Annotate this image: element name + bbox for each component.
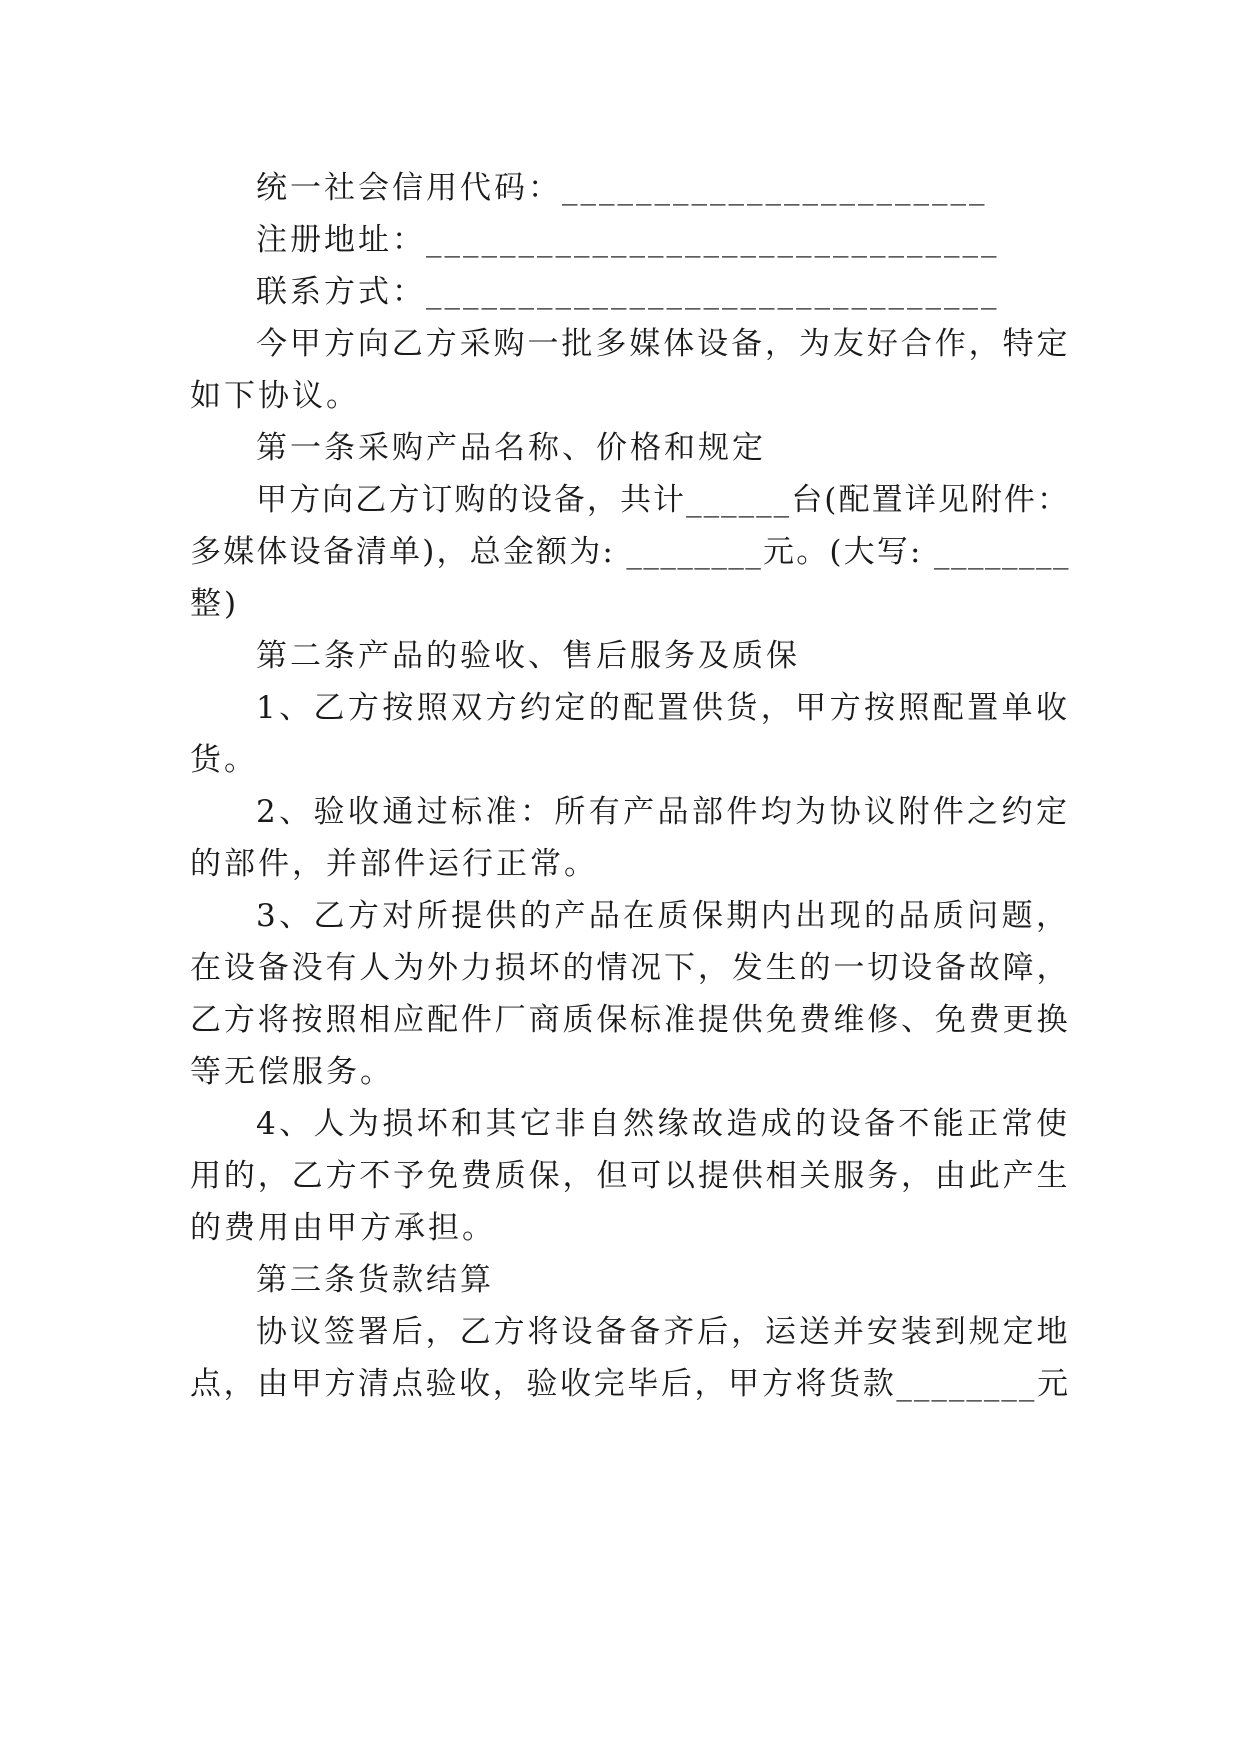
article-1-text-line-2: 多媒体设备清单)，总金额为: ________元。(大写: ________ <box>190 534 1070 570</box>
article-3-heading: 第三条货款结算 <box>256 1262 494 1298</box>
credit-code-line: 统一社会信用代码：_______________________ <box>256 170 988 206</box>
clause-1-line-2: 货。 <box>190 742 258 778</box>
article-1-text-line-1: 甲方向乙方订购的设备，共计______台(配置详见附件： <box>256 482 1070 518</box>
article-2-heading: 第二条产品的验收、售后服务及质保 <box>256 638 800 674</box>
clause-1-line-1: 1、乙方按照双方约定的配置供货，甲方按照配置单收 <box>256 690 1070 726</box>
clause-4-line-1: 4、人为损坏和其它非自然缘故造成的设备不能正常使 <box>256 1106 1070 1142</box>
registered-address-line: 注册地址：_______________________________ <box>256 222 1000 258</box>
clause-2-line-2: 的部件，并部件运行正常。 <box>190 846 598 882</box>
clause-3-line-4: 等无偿服务。 <box>190 1054 394 1090</box>
article-3-text-line-2: 点，由甲方清点验收，验收完毕后，甲方将货款________元 <box>190 1366 1070 1402</box>
article-1-heading: 第一条采购产品名称、价格和规定 <box>256 430 766 466</box>
clause-4-line-2: 用的，乙方不予免费质保，但可以提供相关服务，由此产生 <box>190 1158 1070 1194</box>
clause-2-line-1: 2、验收通过标准：所有产品部件均为协议附件之约定 <box>256 794 1070 830</box>
intro-paragraph-line-2: 如下协议。 <box>190 378 360 414</box>
clause-4-line-3: 的费用由甲方承担。 <box>190 1210 496 1246</box>
article-3-text-line-1: 协议签署后，乙方将设备备齐后，运送并安装到规定地 <box>256 1314 1070 1350</box>
clause-3-line-2: 在设备没有人为外力损坏的情况下，发生的一切设备故障， <box>190 950 1070 986</box>
contact-line: 联系方式：_______________________________ <box>256 274 1000 310</box>
clause-3-line-3: 乙方将按照相应配件厂商质保标准提供免费维修、免费更换 <box>190 1002 1070 1038</box>
article-1-text-line-3: 整) <box>190 586 240 622</box>
clause-3-line-1: 3、乙方对所提供的产品在质保期内出现的品质问题， <box>256 898 1070 934</box>
intro-paragraph-line-1: 今甲方向乙方采购一批多媒体设备，为友好合作，特定 <box>256 326 1070 362</box>
